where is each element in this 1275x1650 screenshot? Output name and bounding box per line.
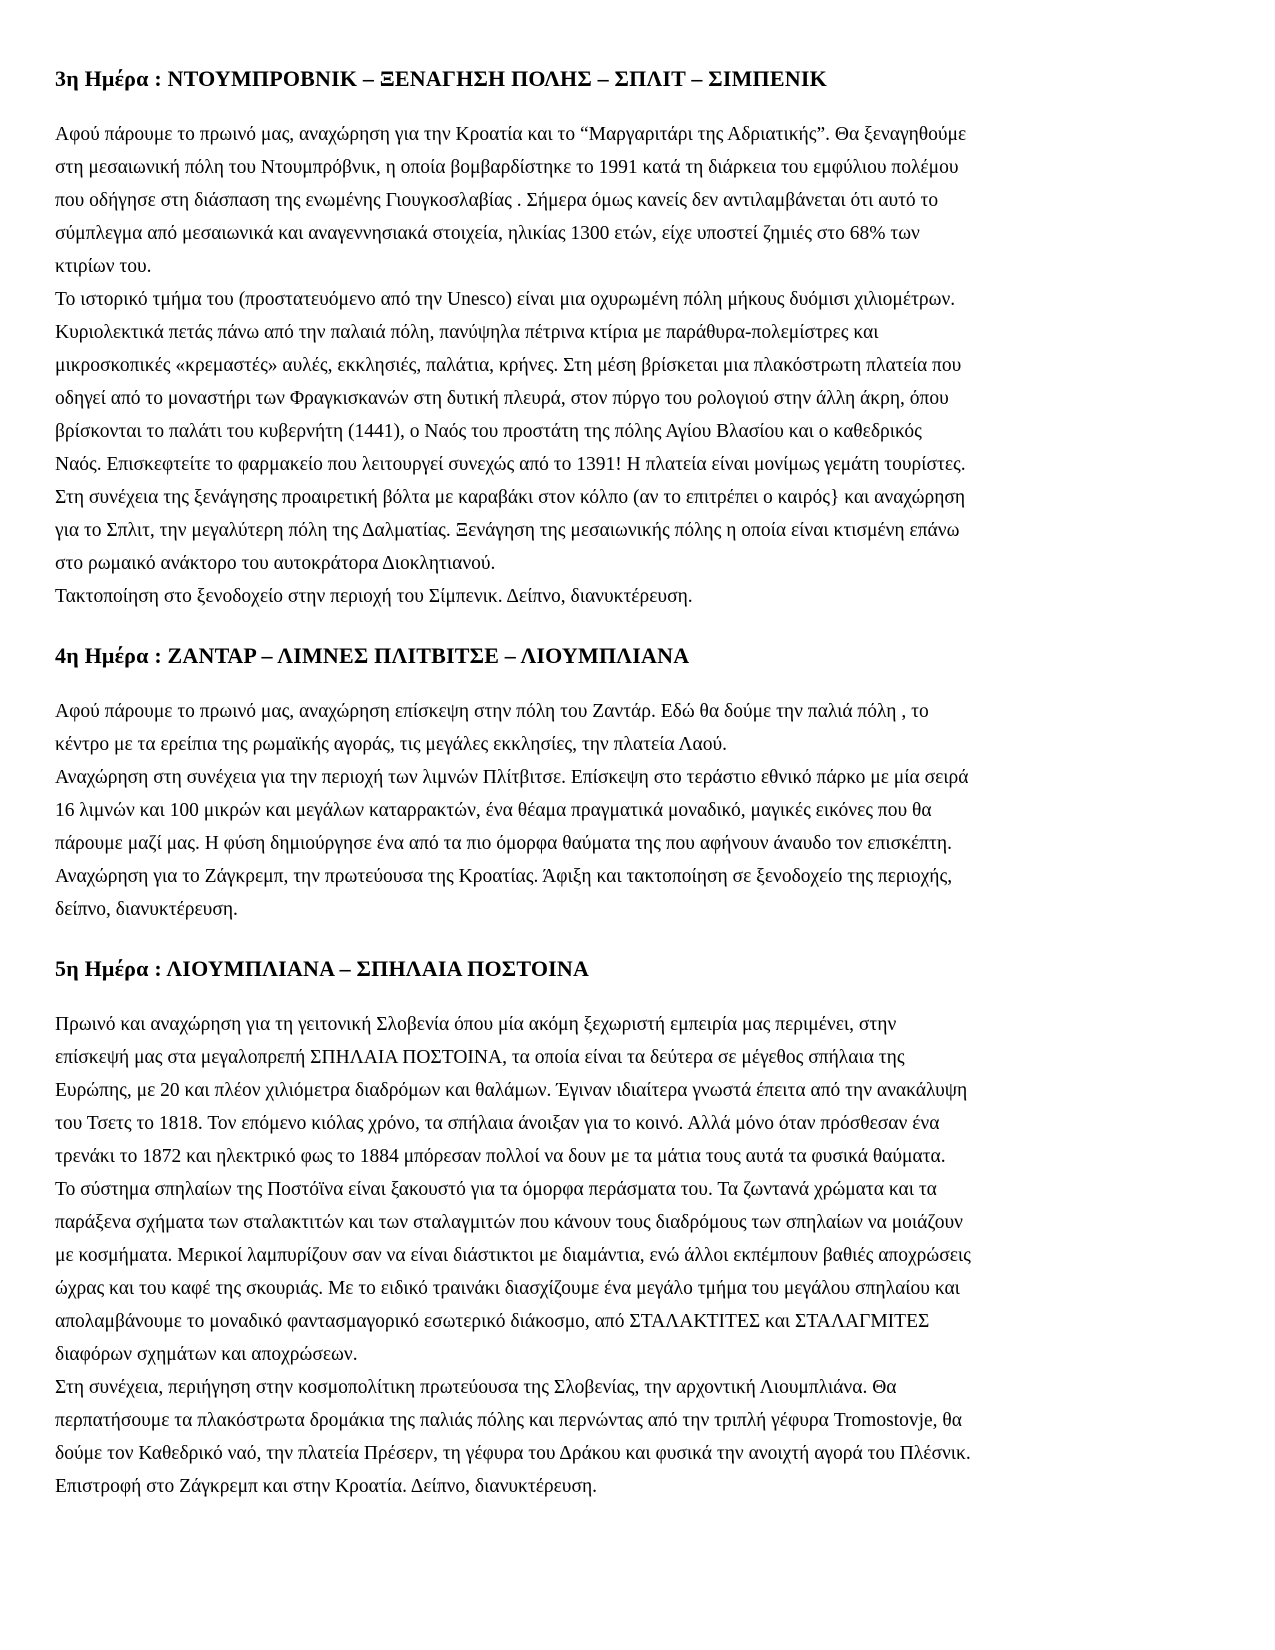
day-4-heading: 4η Ημέρα : ΖΑΝΤΑΡ – ΛΙΜΝΕΣ ΠΛΙΤΒΙΤΣΕ – ΛΙΟΥΜΠΛΙΑΝΑ bbox=[55, 643, 690, 668]
day-5-body-text: Πρωινό και αναχώρηση για τη γειτονική Σλοβενία όπου μία ακόμη ξεχωριστή εμπειρία μας περιμένει, στην επίσκεψή μας στα μεγαλοπρεπή ΣΠΗΛΑΙΑ ΠΟΣΤΟΙΝΑ, τα οποία είναι τα δεύτερα σε μέγεθος σπήλαια της Ευρώπης, με 20 και πλέον χιλιόμετρα διαδρόμων και θαλάμων. Έγιναν ιδιαίτερα γνωστά έπειτα από την ανακάλυψη του Τσετς το 1818. Τον επόμενο κιόλας χρόνο, τα σπήλαια άνοιξαν για το κοινό. Αλλά μόνο όταν πρόσθεσαν ένα τρενάκι το 1872 και ηλεκτρικό φως το 1884 μπόρεσαν πολλοί να δουν με τα μάτια τους αυτά τα φυσικά θαύματα. Το σύστημα σπηλαίων της Ποστόϊνα είναι ξακουστό για τα όμορφα περάσματα του. Τα ζωντανά χρώματα και τα παράξενα σχήματα των σταλακτιτών και των σταλαγμιτών που κάνουν τους διαδρόμους των σπηλαίων να μοιάζουν με κοσμήματα. Μερικοί λαμπυρίζουν σαν να είναι διάστικτοι με διαμάντια, ενώ άλλοι εκπέμπουν βαθιές αποχρώσεις ώχρας και του καφέ της σκουριάς. Με το ειδικό τραινάκι διασχίζουμε ένα μεγάλο τμήμα του μεγάλου σπηλαίου και απολαμβάνουμε το μοναδικό φαντασμαγορικό εσωτερικό διάκοσμο, από ΣΤΑΛΑΚΤΙΤΕΣ και ΣΤΑΛΑΓΜΙΤΕΣ διαφόρων σχημάτων και αποχρώσεων. Στη συνέχεια, περιήγηση στην κοσμοπολίτικη πρωτεύουσα της Σλοβενίας, την αρχοντική Λιουμπλιάνα. Θα περπατήσουμε τα πλακόστρωτα δρομάκια της παλιάς πόλης και περνώντας από την τριπλή γέφυρα Tromostovje, θα δούμε τον Καθεδρικό ναό, την πλατεία Πρέσερν, τη γέφυρα του Δράκου και φυσικά την ανοιχτή αγορά του Πλέσνικ. Επιστροφή στο Ζάγκρεμπ και στην Κροατία. Δείπνο, διανυκτέρευση. bbox=[55, 1014, 971, 1497]
day-3-body-text: Αφού πάρουμε το πρωινό μας, αναχώρηση για την Κροατία και το “Μαργαριτάρι της Αδριατικής”. Θα ξεναγηθούμε στη μεσαιωνική πόλη του Ντουμπρόβνικ, η οποία βομβαρδίστηκε το 1991 κατά τη διάρκεια του εμφύλιου πολέμου που οδήγησε στη διάσπαση της ενωμένης Γιουγκοσλαβίας . Σήμερα όμως κανείς δεν αντιλαμβάνεται ότι αυτό το σύμπλεγμα από μεσαιωνικά και αναγεννησιακά στοιχεία, ηλικίας 1300 ετών, είχε υποστεί ζημιές στο 68% των κτιρίων του. Το ιστορικό τμήμα του (προστατευόμενο από την Unesco) είναι μια οχυρωμένη πόλη μήκους δυόμισι χιλιομέτρων. Κυριολεκτικά πετάς πάνω από την παλαιά πόλη, πανύψηλα πέτρινα κτίρια με παράθυρα-πολεμίστρες και μικροσκοπικές «κρεμαστές» αυλές, εκκλησιές, παλάτια, κρήνες. Στη μέση βρίσκεται μια πλακόστρωτη πλατεία που οδηγεί από το μοναστήρι των Φραγκισκανών στη δυτική πλευρά, στον πύργο του ρολογιού στην άλλη άκρη, όπου βρίσκονται το παλάτι του κυβερνήτη (1441), ο Ναός του προστάτη της πόλης Αγίου Βλασίου και ο καθεδρικός Ναός. Επισκεφτείτε το φαρμακείο που λειτουργεί συνεχώς από το 1391! Η πλατεία είναι μονίμως γεμάτη τουρίστες. Στη συνέχεια της ξενάγησης προαιρετική βόλτα με καραβάκι στον κόλπο (αν το επιτρέπει ο καιρός} και αναχώρηση για το Σπλιτ, την μεγαλύτερη πόλη της Δαλματίας. Ξενάγηση της μεσαιωνικής πόλης η οποία είναι κτισμένη επάνω στο ρωμαικό ανάκτορο του αυτοκράτορα Διοκλητιανού. Τακτοποίηση στο ξενοδοχείο στην περιοχή του Σίμπενικ. Δείπνο, διανυκτέρευση. bbox=[55, 124, 967, 607]
day-5-heading: 5η Ημέρα : ΛΙΟΥΜΠΛΙΑΝΑ – ΣΠΗΛΑΙΑ ΠΟΣΤΟΙΝΑ bbox=[55, 956, 590, 981]
day-3-heading: 3η Ημέρα : ΝΤΟΥΜΠΡΟΒΝΙΚ – ΞΕΝΑΓΗΣΗ ΠΟΛΗΣ – ΣΠΛΙΤ – ΣΙΜΠΕΝΙΚ bbox=[55, 66, 827, 91]
section-day-4 bbox=[55, 641, 1220, 926]
section-day-5 bbox=[55, 954, 1220, 1503]
section-day-3 bbox=[55, 64, 1220, 613]
day-4-body-text: Αφού πάρουμε το πρωινό μας, αναχώρηση επίσκεψη στην πόλη του Ζαντάρ. Εδώ θα δούμε την παλιά πόλη , το κέντρο με τα ερείπια της ρωμαϊκής αγοράς, τις μεγάλες εκκλησίες, την πλατεία Λαού. Αναχώρηση στη συνέχεια για την περιοχή των λιμνών Πλίτβιτσε. Επίσκεψη στο τεράστιο εθνικό πάρκο με μία σειρά 16 λιμνών και 100 μικρών και μεγάλων καταρρακτών, ένα θέαμα πραγματικά μοναδικό, μαγικές εικόνες που θα πάρουμε μαζί μας. Η φύση δημιούργησε ένα από τα πιο όμορφα θαύματα της που αφήνουν άναυδο τον επισκέπτη. Αναχώρηση για το Ζάγκρεμπ, την πρωτεύουσα της Κροατίας. Άφιξη και τακτοποίηση σε ξενοδοχείο της περιοχής, δείπνο, διανυκτέρευση. bbox=[55, 701, 969, 920]
